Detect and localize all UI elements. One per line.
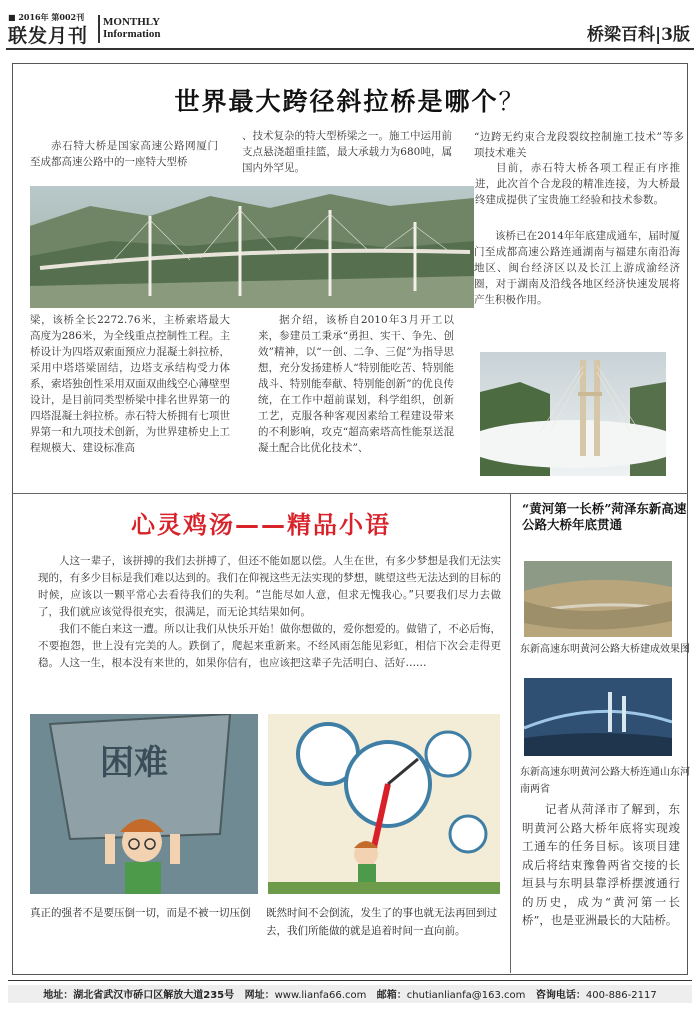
masthead-en-line1: MONTHLY bbox=[103, 16, 161, 28]
section-divider-vertical bbox=[510, 493, 511, 973]
footer-site-label: 网址： bbox=[244, 990, 275, 1001]
footer-phone: 400-886-2117 bbox=[585, 990, 657, 1001]
bridge-panorama-photo bbox=[30, 186, 474, 308]
sidebar-title: “黄河第一长桥”菏泽东新高速公路大桥年底贯通 bbox=[522, 501, 687, 532]
masthead-title: 联发月刊 bbox=[8, 25, 89, 47]
article1-col3-top-a: “边跨无约束合龙段裂纹控制施工技术”等多项技术难关 bbox=[474, 131, 684, 159]
section-divider-horizontal bbox=[12, 493, 688, 494]
article1-title bbox=[12, 82, 688, 118]
article1-col1-top: 赤石特大桥是国家高速公路网厦门至成都高速公路中的一座特大型桥 bbox=[30, 140, 218, 168]
footer-mail[interactable]: chutianlianfa@163.com bbox=[406, 990, 526, 1001]
article2-title: 心灵鸡汤——精品小语 bbox=[131, 511, 391, 539]
sidebar-caption1: 东新高速东明黄河公路大桥建成效果图 bbox=[520, 644, 690, 655]
article2-paragraph: 我们不能白来这一遭。所以让我们从快乐开始！做你想做的，爱你想爱的。做错了，不必后悔，不要抱怨，世上没有完美的人。跌倒了，爬起来重新来。不经风雨怎能见彩虹，相信下次会走得更稳。人这一生，根本没有来世的，如果你信有，也应该把这辈子先活明白、活好…… bbox=[38, 623, 501, 669]
sidebar-caption2: 东新高速东明黄河公路大桥连通山东河南两省 bbox=[520, 767, 690, 795]
article1-col1-bottom: 梁，该桥全长2272.76米，主桥索塔最大高度为286米，为全线重点控制性工程。主桥设计为四塔双索面预应力混凝土斜拉桥，采用中塔塔梁固结，边塔支承结构受力体系，索塔独创性采用双面双曲线空心薄壁型设计，是目前同类型桥梁中排名世界第一的四塔混凝土斜拉桥。赤石特大桥拥有七项世界第一和九项技术创新，为世界建桥史上工程规模大、建设标准高 bbox=[30, 314, 230, 454]
masthead-english bbox=[103, 16, 160, 40]
yellow-river-bridge-night-rendering bbox=[524, 678, 672, 756]
article1-title-mark: ？ bbox=[498, 87, 526, 116]
boy-lifting-difficulty-illustration bbox=[30, 714, 258, 894]
footer-contact bbox=[8, 986, 692, 1001]
masthead-divider bbox=[98, 15, 100, 43]
article2-body bbox=[38, 553, 501, 672]
masthead-en-line2: Information bbox=[103, 28, 161, 40]
sidebar-body: 记者从菏泽市了解到，东明黄河公路大桥年底将实现竣工通车的任务目标。该项目建成后将结束豫鲁两省交接的长垣县与东明县靠浮桥摆渡通行的历史，成为“黄河第一长桥”，也是亚洲最长的大陆桥。 bbox=[522, 802, 680, 927]
footer-site[interactable]: www.lianfa66.com bbox=[274, 990, 367, 1001]
section-label: 桥梁百科|3版 bbox=[586, 25, 690, 45]
footer-phone-label: 咨询电话： bbox=[535, 990, 586, 1001]
article1-col3-mid: 该桥已在2014年年底建成通车，届时厦门至成都高速公路连通湖南与福建东南沿海地区、闽台经济区以及长江上游成渝经济圈，对于湖南及沿线各地区经济快速发展将产生积极作用。 bbox=[474, 230, 680, 306]
article2-paragraph: 人这一辈子，该拼搏的我们去拼搏了，但还不能如愿以偿。人生在世，有多少梦想是我们无法实现的，有多少目标是我们难以达到的。我们在仰视这些无法实现的梦想，眺望这些无法达到的目标的时候，应该以一颗平常心去看待我们的失利。“岂能尽如人意，但求无愧我心。”只要我们尽力去做了，我们就应该觉得很充实，很满足，而无论其结果如何。 bbox=[38, 555, 501, 618]
header-rule bbox=[6, 48, 694, 50]
clock-climbing-illustration bbox=[268, 714, 500, 894]
article1-col2-top: 、技术复杂的特大型桥梁之一。施工中运用前支点悬浇超重挂篮，最大承载力为680吨，属国内外罕见。 bbox=[242, 130, 452, 174]
issue-label: ■ 2016年 第002刊 bbox=[8, 12, 85, 22]
illustration1-caption: 真正的强者不是要压倒一切，而是不被一切压倒 bbox=[30, 907, 251, 919]
footer-mail-label: 邮箱： bbox=[376, 990, 407, 1001]
yellow-river-bridge-rendering bbox=[524, 561, 672, 637]
article1-col2-bottom: 据介绍，该桥自2010年3月开工以来，参建员工秉承“勇担、实干、争先、创效”精神，以“一创、二争、三促”为指导思想，充分发扬建桥人“特别能吃苦、特别能战斗、特别能奉献、特别能创新”的优良传统，在工作中超前谋划，科学组织，创新工艺，克服各种客观因素给工程建设带来的不利影响，攻克“超高索塔高性能泵送混凝土配合比优化技术”、 bbox=[258, 314, 454, 454]
article1-col3-top-b: 目前，赤石特大桥各项工程正有序推进，此次首个合龙段的精准连接，为大桥最终建成提供了宝贵施工经验和技术参数。 bbox=[475, 162, 680, 206]
illustration2-caption: 既然时间不会倒流，发生了的事也就无法再回到过去，我们所能做的就是追着时间一直向前。 bbox=[266, 907, 497, 937]
footer-rule bbox=[8, 980, 692, 981]
footer-address: 湖北省武汉市硚口区解放大道235号 bbox=[73, 990, 235, 1001]
bridge-tower-photo bbox=[480, 352, 666, 476]
article1-title-text: 世界最大跨径斜拉桥是哪个 bbox=[174, 87, 499, 116]
footer-address-label: 地址： bbox=[43, 990, 74, 1001]
illustration-word: 困难 bbox=[100, 743, 168, 783]
